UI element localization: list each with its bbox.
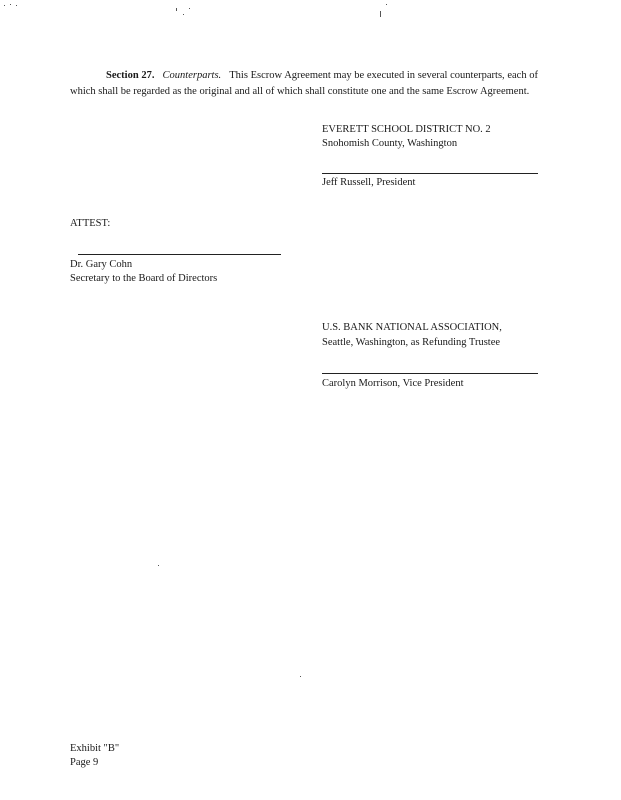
scan-speck bbox=[4, 5, 5, 6]
district-location: Snohomish County, Washington bbox=[322, 138, 458, 149]
attest-signer: Dr. Gary Cohn bbox=[70, 259, 133, 270]
scan-speck bbox=[380, 11, 381, 17]
scan-speck bbox=[176, 8, 177, 11]
scan-speck bbox=[158, 565, 159, 566]
district-signature-line bbox=[322, 173, 538, 174]
attest-label: ATTEST: bbox=[70, 218, 111, 229]
section-title: Counterparts. bbox=[162, 70, 222, 81]
scan-speck bbox=[10, 4, 11, 5]
attest-signature-line bbox=[78, 254, 281, 255]
section-text: This Escrow Agreement may be executed in several counterparts, each of which shall be regarded as the original and all of which shall constitute one and the same Escrow Agreement. bbox=[70, 70, 539, 97]
scan-speck bbox=[183, 14, 184, 15]
bank-signature-line bbox=[322, 373, 538, 374]
bank-name: U.S. BANK NATIONAL ASSOCIATION, bbox=[322, 322, 502, 333]
section-paragraph bbox=[70, 68, 538, 100]
scan-speck bbox=[16, 5, 17, 6]
bank-location: Seattle, Washington, as Refunding Trustee bbox=[322, 337, 501, 348]
attest-role: Secretary to the Board of Directors bbox=[70, 273, 218, 284]
section-number: Section 27. bbox=[106, 70, 155, 81]
scan-speck bbox=[386, 4, 387, 5]
district-name: EVERETT SCHOOL DISTRICT NO. 2 bbox=[322, 124, 491, 135]
footer-page: Page 9 bbox=[70, 757, 99, 768]
district-signer: Jeff Russell, President bbox=[322, 177, 416, 188]
scan-speck bbox=[189, 8, 190, 9]
footer-exhibit: Exhibit "B" bbox=[70, 743, 120, 754]
scan-speck bbox=[300, 676, 301, 677]
bank-signer: Carolyn Morrison, Vice President bbox=[322, 378, 464, 389]
